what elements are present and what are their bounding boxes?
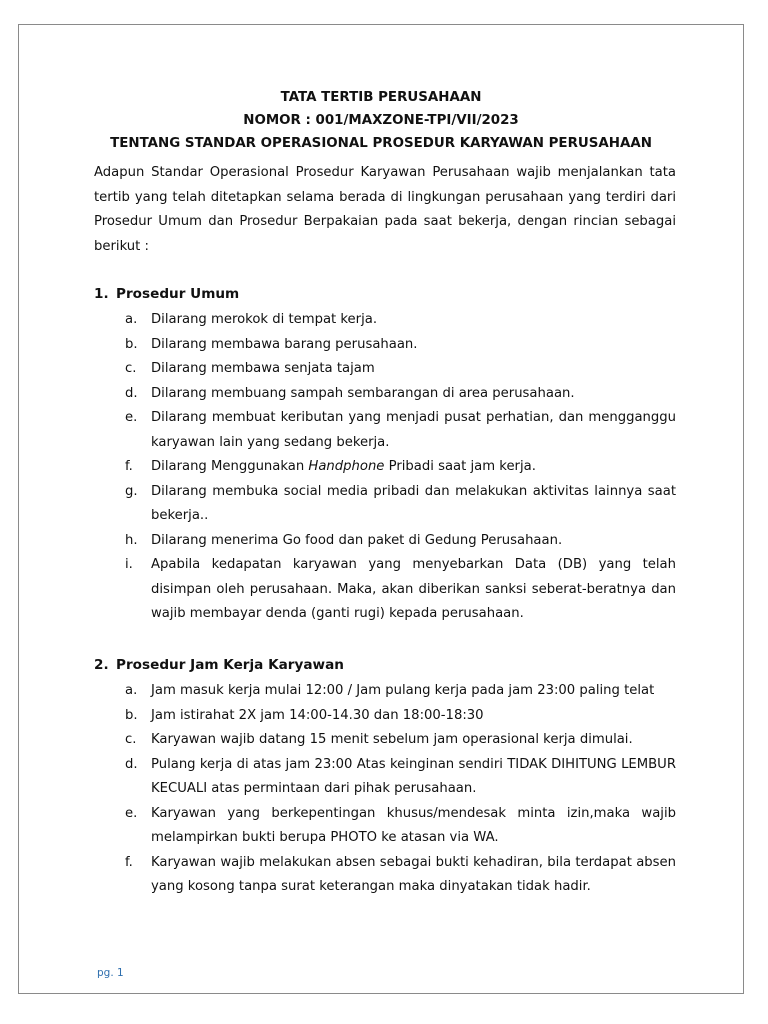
section-2-heading — [94, 657, 344, 673]
item-letter: i. — [125, 557, 133, 572]
list-item — [94, 455, 676, 480]
document-page — [18, 24, 744, 994]
document-subject: TENTANG STANDAR OPERASIONAL PROSEDUR KARYAWAN PERUSAHAAN — [110, 136, 652, 151]
list-item — [94, 308, 676, 333]
list-item — [94, 382, 676, 407]
section-title: Prosedur Jam Kerja Karyawan — [116, 657, 344, 673]
item-letter: f. — [125, 459, 133, 474]
item-letter: h. — [125, 532, 138, 548]
list-item — [94, 802, 676, 851]
item-letter: g. — [125, 483, 138, 499]
item-letter: d. — [125, 756, 138, 772]
intro-paragraph: Adapun Standar Operasional Prosedur Karyawan Perusahaan wajib menjalankan tata tertib yang telah ditetapkan selama berada di lingkungan perusahaan yang terdiri dari Prosedur Umum dan Prosedur Berpakaian pada saat bekerja, dengan rincian sebagai berikut : — [94, 165, 676, 254]
item-text: Dilarang membawa senjata tajam — [151, 361, 375, 376]
list-item — [94, 851, 676, 900]
item-letter: b. — [125, 707, 138, 723]
section-number: 1. — [94, 286, 109, 302]
section-number: 2. — [94, 657, 109, 673]
section-title: Prosedur Umum — [116, 286, 240, 302]
list-item — [94, 357, 676, 382]
list-item — [94, 529, 676, 554]
section-2-list — [94, 679, 676, 900]
item-text: Dilarang menerima Go food dan paket di Gedung Perusahaan. — [151, 532, 563, 548]
item-letter: e. — [125, 410, 138, 425]
item-text: Dilarang membawa barang perusahaan. — [151, 336, 418, 352]
list-item — [94, 728, 676, 753]
item-text: Dilarang membuat keributan yang menjadi pusat perhatian, dan mengganggu karyawan lain yang sedang bekerja. — [151, 410, 676, 450]
document-title: TATA TERTIB PERUSAHAAN — [280, 90, 482, 105]
list-item — [94, 333, 676, 358]
document-number: NOMOR : 001/MAXZONE-TPI/VII/2023 — [243, 113, 519, 128]
item-text: Dilarang merokok di tempat kerja. — [151, 312, 378, 327]
item-text: Karyawan wajib datang 15 menit sebelum jam operasional kerja dimulai. — [151, 732, 633, 747]
item-letter: e. — [125, 805, 138, 821]
item-letter: a. — [125, 312, 138, 327]
list-item — [94, 704, 676, 729]
item-text: Apabila kedapatan karyawan yang menyebarkan Data (DB) yang telah disimpan oleh perusahaan. Maka, akan diberikan sanksi seberat-beratnya dan wajib membayar denda (ganti rugi) kepada perusahaan. — [151, 557, 676, 621]
list-item — [94, 480, 676, 529]
item-text-pre: Dilarang Menggunakan — [151, 459, 309, 474]
item-text: Pulang kerja di atas jam 23:00 Atas keinginan sendiri TIDAK DIHITUNG LEMBUR KECUALI atas permintaan dari pihak perusahaan. — [151, 756, 676, 796]
document-header — [19, 86, 743, 155]
item-letter: b. — [125, 336, 138, 352]
item-letter: c. — [125, 361, 137, 376]
item-letter: c. — [125, 732, 137, 747]
list-item — [94, 553, 676, 627]
page-number: pg. 1 — [97, 967, 124, 979]
item-text-italic: Handphone — [308, 459, 385, 474]
item-text: Dilarang membuka social media pribadi dan melakukan aktivitas lainnya saat bekerja.. — [151, 483, 676, 523]
list-item — [94, 753, 676, 802]
item-text: Jam masuk kerja mulai 12:00 / Jam pulang kerja pada jam 23:00 paling telat — [151, 683, 655, 698]
item-letter: d. — [125, 385, 138, 401]
item-letter: f. — [125, 854, 133, 870]
item-text: Dilarang membuang sampah sembarangan di area perusahaan. — [151, 385, 575, 401]
section-1-list — [94, 308, 676, 627]
section-1-heading — [94, 286, 239, 302]
item-text: Karyawan yang berkepentingan khusus/mendesak minta izin,maka wajib melampirkan bukti berupa PHOTO ke atasan via WA. — [151, 805, 676, 845]
item-text-post: Pribadi saat jam kerja. — [384, 459, 536, 474]
item-text: Jam istirahat 2X jam 14:00-14.30 dan 18:00-18:30 — [151, 707, 484, 723]
list-item — [94, 679, 676, 704]
item-letter: a. — [125, 683, 138, 698]
item-text: Karyawan wajib melakukan absen sebagai bukti kehadiran, bila terdapat absen yang kosong tanpa surat keterangan maka dinyatakan tidak hadir. — [151, 854, 676, 894]
list-item — [94, 406, 676, 455]
